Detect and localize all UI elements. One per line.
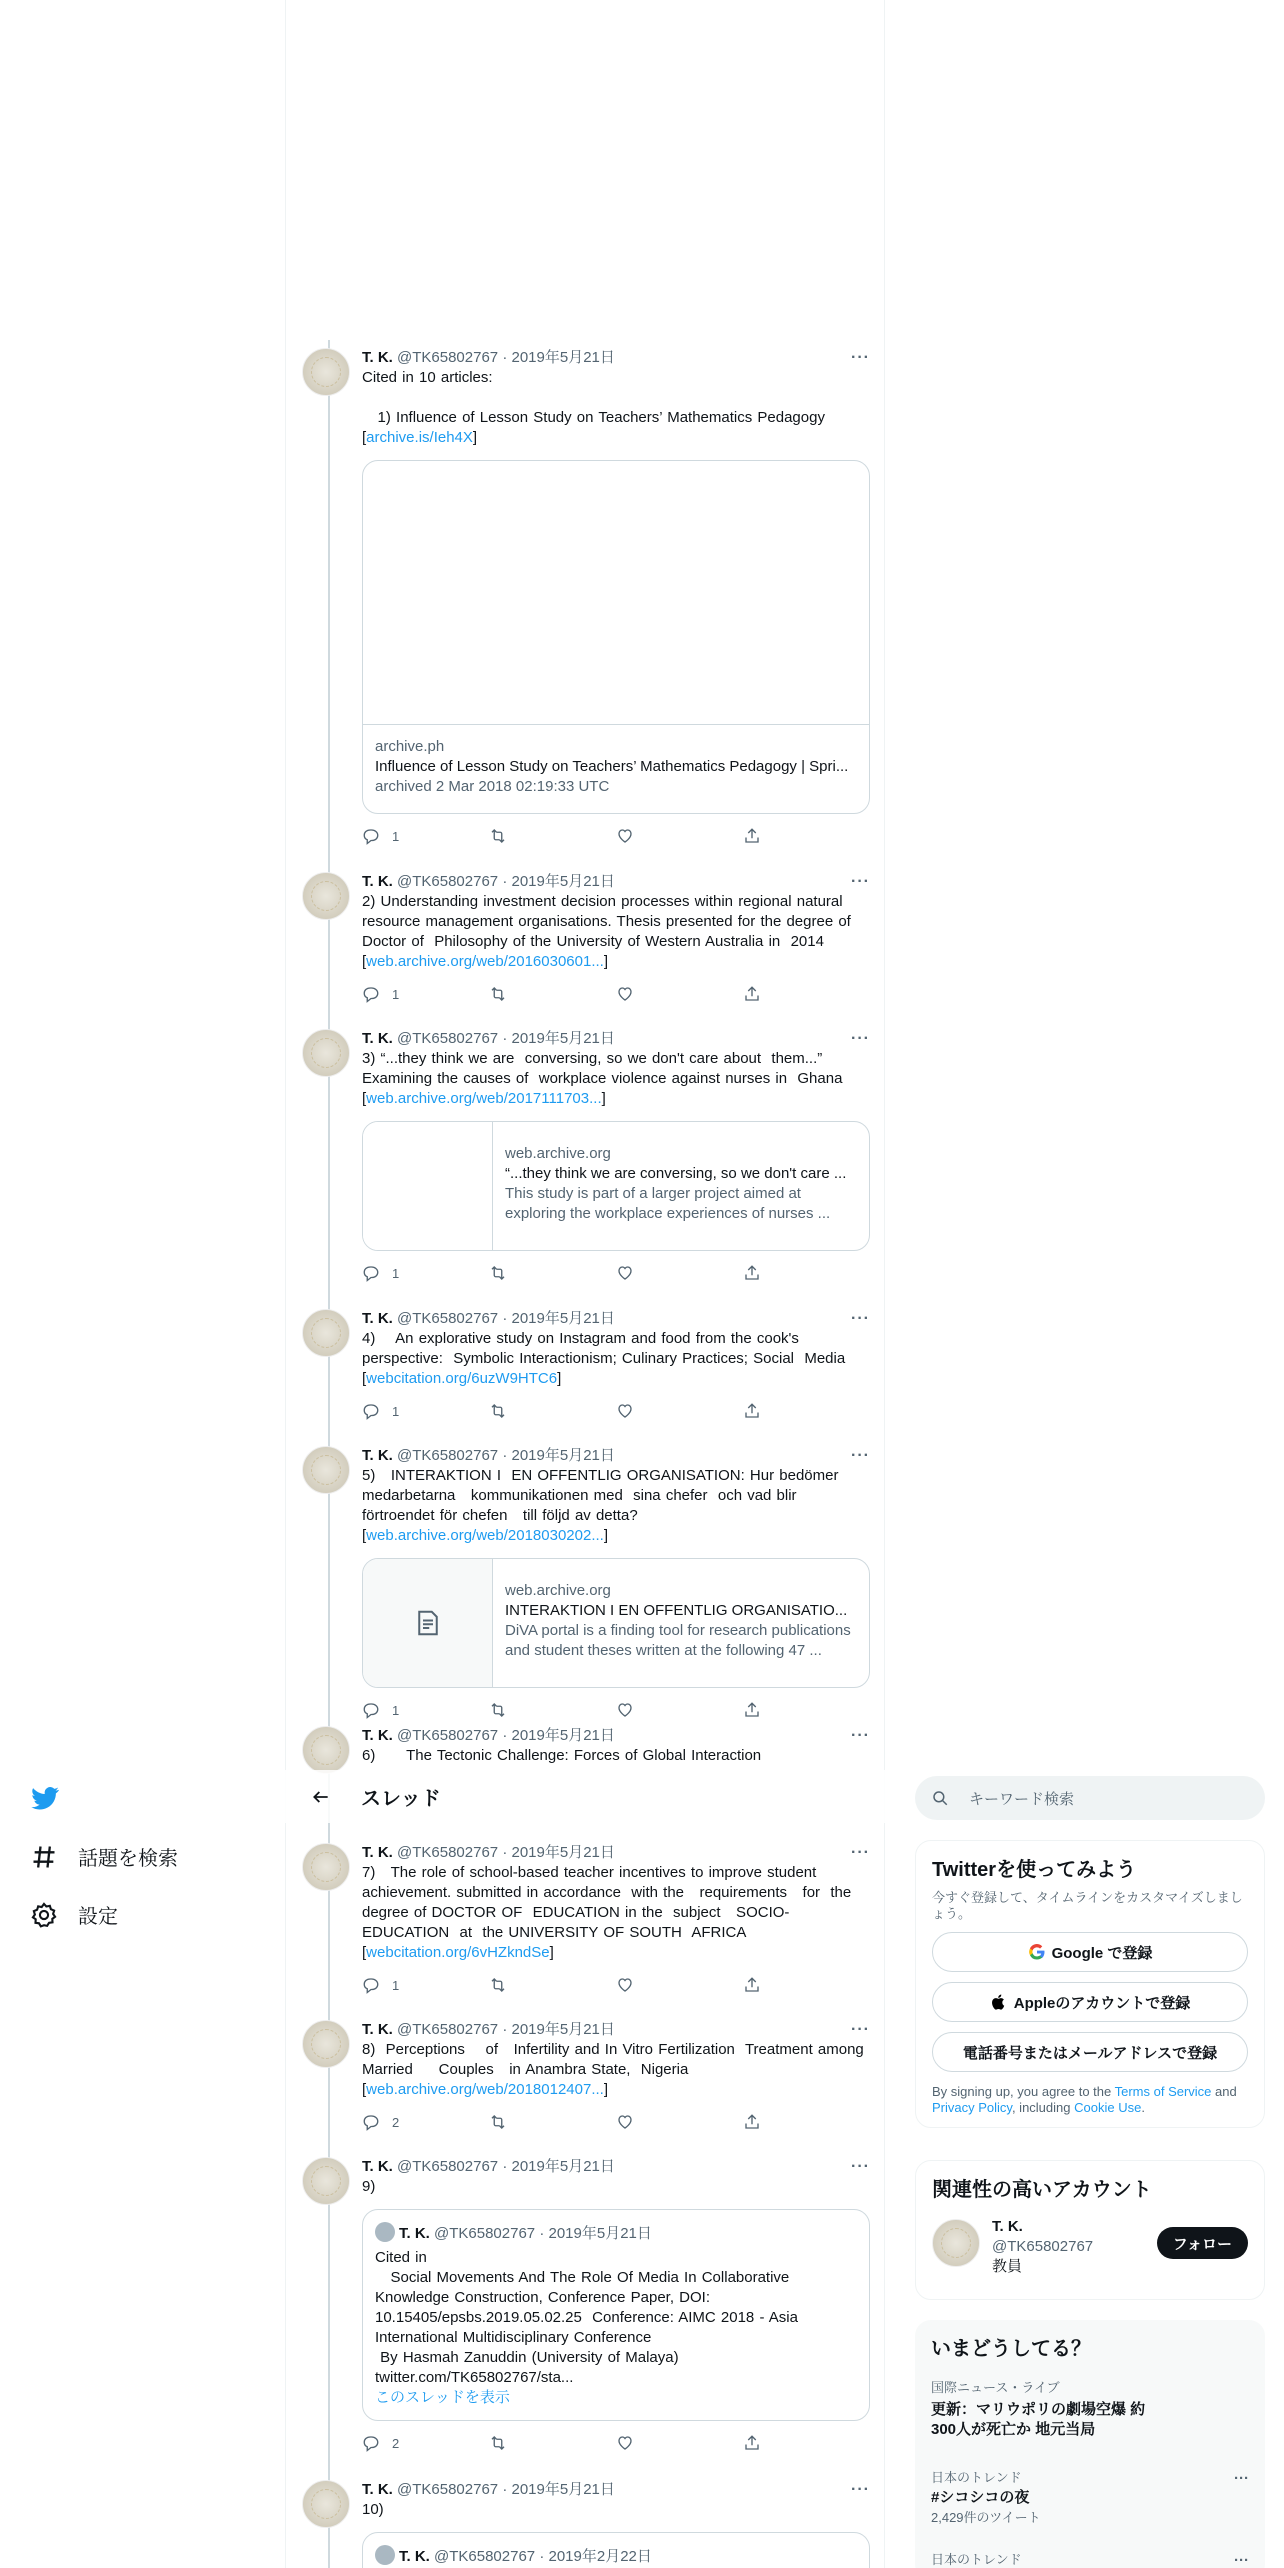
card-subtitle: This study is part of a larger project aimed at exploring the workplace experiences of nurses ... xyxy=(505,1185,831,1222)
separator: · xyxy=(502,1727,508,1744)
show-thread-link[interactable]: このスレッドを表示 xyxy=(375,2389,510,2406)
back-arrow-icon xyxy=(311,1787,331,1807)
tweet-date[interactable]: 2019年5月21日 xyxy=(511,1447,615,1464)
avatar[interactable] xyxy=(302,2020,350,2068)
related-bio: 教員 xyxy=(992,2258,1023,2275)
retweet-button[interactable] xyxy=(489,2434,616,2452)
separator: · xyxy=(502,349,508,366)
card-domain: web.archive.org xyxy=(505,1145,611,1162)
like-button[interactable] xyxy=(616,1976,743,1994)
like-button[interactable] xyxy=(616,1264,743,1282)
tweet-actions xyxy=(362,1700,870,1720)
retweet-icon xyxy=(489,1701,507,1719)
tweet-text-body: 2) Understanding investment decision processes within regional natural resource management organisations. Thesis presented for the degree of Doctor of Philosophy of the University of Western Australia in 2014 [ xyxy=(362,893,851,970)
reply-icon xyxy=(362,1264,380,1282)
related-title: 関連性の高いアカウント xyxy=(932,2179,1152,2201)
like-button[interactable] xyxy=(616,1701,743,1719)
heart-icon xyxy=(616,1264,634,1282)
tweet-text xyxy=(362,1863,870,1963)
tweet-header xyxy=(362,348,870,368)
card-thumbnail xyxy=(363,1122,493,1250)
legal-text: . xyxy=(1141,2100,1145,2115)
reply-button[interactable] xyxy=(362,985,489,1003)
tweet-link[interactable]: web.archive.org/web/2018012407... xyxy=(366,2081,604,2098)
reply-icon xyxy=(362,827,380,845)
tweet-header xyxy=(362,1843,870,1863)
tweet-actions xyxy=(362,1975,870,1995)
author-handle[interactable]: @TK65802767 xyxy=(397,1030,499,1047)
tweet-text-body: 4) An explorative study on Instagram and food from the cook's perspective: Symbolic Interactionism; Culinary Practices; Social Media [ xyxy=(362,1330,846,1387)
more-icon[interactable]: ··· xyxy=(851,2158,870,2175)
share-button[interactable] xyxy=(743,985,870,1003)
like-button[interactable] xyxy=(616,2434,743,2452)
trend-category: 国際ニュース・ライブ xyxy=(931,2380,1060,2395)
reply-icon xyxy=(362,1402,380,1420)
tweet-text-body: 3) “...they think we are conversing, so we don't care about them...” Examining the causes of workplace violence against nurses in Ghana [ xyxy=(362,1050,843,1107)
tweet-link[interactable]: webcitation.org/6vHZkndSe xyxy=(366,1944,550,1961)
tweet-actions xyxy=(362,2112,870,2132)
reply-button[interactable] xyxy=(362,1264,489,1282)
nav-explore[interactable] xyxy=(30,1842,178,1871)
trends-title: いまどうしてる？ xyxy=(931,2338,1091,2360)
separator: · xyxy=(502,1447,508,1464)
reply-icon xyxy=(362,2113,380,2131)
like-button[interactable] xyxy=(616,1402,743,1420)
tweet-link[interactable]: web.archive.org/web/2017111703... xyxy=(366,1090,602,1107)
avatar[interactable] xyxy=(302,1726,350,1774)
link-card[interactable] xyxy=(362,1121,870,1251)
tweet-text-tail: ] xyxy=(549,1944,554,1961)
author-handle[interactable]: @TK65802767 xyxy=(397,1310,499,1327)
tweet-actions xyxy=(362,984,870,1004)
tweet-header xyxy=(362,1029,870,1049)
author-name[interactable]: T. K. xyxy=(362,1727,393,1744)
share-button[interactable] xyxy=(743,2113,870,2131)
author-handle[interactable]: @TK65802767 xyxy=(397,1727,499,1744)
card-subtitle: archived 2 Mar 2018 02:19:33 UTC xyxy=(375,778,610,795)
tweet-header xyxy=(362,2020,870,2040)
reply-count: 1 xyxy=(392,986,400,1002)
tweet-date[interactable]: 2019年5月21日 xyxy=(511,1727,615,1744)
like-button[interactable] xyxy=(616,2113,743,2131)
retweet-icon xyxy=(489,827,507,845)
retweet-button[interactable] xyxy=(489,985,616,1003)
share-icon xyxy=(743,1701,761,1719)
author-handle[interactable]: @TK65802767 xyxy=(397,873,499,890)
more-icon[interactable]: ··· xyxy=(1234,2552,1249,2568)
reply-count: 1 xyxy=(392,1702,400,1718)
tweet-date[interactable]: 2019年5月21日 xyxy=(511,873,615,890)
quoted-tweet[interactable] xyxy=(362,2532,870,2568)
avatar[interactable] xyxy=(932,2219,980,2267)
share-icon xyxy=(743,2434,761,2452)
search-input[interactable]: キーワード検索 xyxy=(969,1790,1075,1808)
avatar[interactable] xyxy=(302,1843,350,1891)
reply-button[interactable] xyxy=(362,1701,489,1719)
more-icon[interactable]: ··· xyxy=(851,2481,870,2498)
tweet-date[interactable]: 2019年5月21日 xyxy=(511,2481,615,2498)
avatar[interactable] xyxy=(302,1029,350,1077)
link-card[interactable] xyxy=(362,1558,870,1688)
link-card[interactable] xyxy=(362,460,870,814)
apple-signup-button[interactable] xyxy=(932,1982,1248,2022)
card-thumbnail xyxy=(363,1559,493,1687)
tweet-text: 9) xyxy=(362,2178,376,2195)
reply-count: 1 xyxy=(392,1265,400,1281)
tweet-link[interactable]: web.archive.org/web/2018030202... xyxy=(366,1527,604,1544)
author-handle[interactable]: @TK65802767 xyxy=(397,2481,499,2498)
tweet-text-tail: ] xyxy=(601,1090,606,1107)
author-name[interactable]: T. K. xyxy=(362,1447,393,1464)
retweet-icon xyxy=(489,2113,507,2131)
separator: · xyxy=(502,2481,508,2498)
more-icon[interactable]: ··· xyxy=(851,873,870,890)
tweet-date[interactable]: 2019年5月21日 xyxy=(511,1310,615,1327)
share-icon xyxy=(743,985,761,1003)
follow-button[interactable]: フォロー xyxy=(1157,2227,1248,2259)
share-icon xyxy=(743,827,761,845)
share-button[interactable] xyxy=(743,827,870,845)
retweet-button[interactable] xyxy=(489,1264,616,1282)
card-image xyxy=(363,461,869,725)
like-button[interactable] xyxy=(616,827,743,845)
tweet-link[interactable]: webcitation.org/6uzW9HTC6 xyxy=(366,1370,558,1387)
author-handle: @TK65802767 xyxy=(434,2548,536,2565)
avatar xyxy=(375,2222,395,2242)
separator: · xyxy=(502,1030,508,1047)
tweet-text-tail: ] xyxy=(603,2081,609,2098)
author-handle[interactable]: @TK65802767 xyxy=(397,1844,499,1861)
reply-button[interactable] xyxy=(362,2113,489,2131)
card-subtitle: DiVA portal is a finding tool for research publications and student theses written at the following 47 ... xyxy=(505,1622,851,1659)
retweet-button[interactable] xyxy=(489,827,616,845)
tweet-header xyxy=(362,1309,870,1329)
legal-text: , including xyxy=(1011,2100,1075,2115)
search-icon xyxy=(931,1789,949,1807)
heart-icon xyxy=(616,1701,634,1719)
search-box[interactable] xyxy=(915,1776,1265,1820)
card-domain: archive.ph xyxy=(375,738,445,755)
trend-item[interactable] xyxy=(931,2552,1249,2568)
legal-text: and xyxy=(1211,2084,1237,2099)
author-name[interactable]: T. K. xyxy=(362,1030,393,1047)
retweet-icon xyxy=(489,985,507,1003)
more-icon[interactable]: ··· xyxy=(851,1030,870,1047)
related-accounts-panel xyxy=(915,2160,1265,2300)
tweet-header xyxy=(362,1726,870,1746)
timeline-column xyxy=(285,0,885,2568)
reply-icon xyxy=(362,1701,380,1719)
signup-legal-text xyxy=(916,2072,1264,2116)
reply-icon xyxy=(362,985,380,1003)
author-name[interactable]: T. K. xyxy=(362,2481,393,2498)
back-button[interactable] xyxy=(293,1777,349,1817)
apple-icon xyxy=(990,1993,1008,2011)
tweet-date[interactable]: 2019年5月21日 xyxy=(511,1030,615,1047)
tweet-actions xyxy=(362,826,870,846)
nav-settings-label: 設定 xyxy=(78,1906,118,1928)
twitter-logo[interactable] xyxy=(30,1784,80,1814)
related-account[interactable] xyxy=(992,2217,1093,2277)
separator: · xyxy=(502,873,508,890)
share-icon xyxy=(743,1264,761,1282)
separator: · xyxy=(502,2021,508,2038)
more-icon[interactable]: ··· xyxy=(851,2021,870,2038)
tweet-date[interactable]: 2019年5月21日 xyxy=(511,1844,615,1861)
heart-icon xyxy=(616,1976,634,1994)
more-icon[interactable]: ··· xyxy=(851,349,870,366)
cookie-link[interactable]: Cookie Use xyxy=(1074,2100,1142,2115)
tweet-text-tail: ] xyxy=(603,1527,609,1544)
heart-icon xyxy=(616,1402,634,1420)
share-icon xyxy=(743,2113,761,2131)
author-name: T. K. xyxy=(399,2225,430,2242)
signup-lead: 今すぐ登録して、タイムラインをカスタマイズしましょう。 xyxy=(932,1890,1243,1921)
separator: · xyxy=(539,2225,545,2242)
share-button[interactable] xyxy=(743,1701,870,1719)
retweet-button[interactable] xyxy=(489,2113,616,2131)
tweet-text xyxy=(362,1049,870,1109)
hashtag-icon xyxy=(30,1843,58,1871)
avatar[interactable] xyxy=(302,1309,350,1357)
retweet-icon xyxy=(489,1976,507,1994)
avatar[interactable] xyxy=(302,348,350,396)
share-button[interactable] xyxy=(743,2434,870,2452)
tweet-text xyxy=(362,1329,870,1389)
tweet-header xyxy=(362,1446,870,1466)
retweet-icon xyxy=(489,1264,507,1282)
phone-email-signup-label: 電話番号またはメールアドレスで登録 xyxy=(962,2044,1218,2062)
twitter-bird-icon xyxy=(30,1784,60,1814)
terms-link[interactable]: Terms of Service xyxy=(1114,2084,1212,2099)
separator: · xyxy=(539,2548,545,2565)
trend-title: 更新：マリウポリの劇場空爆 約300人が死亡か 地元当局 xyxy=(931,2401,1146,2438)
tweet-text: 6) The Tectonic Challenge: Forces of Global Interaction xyxy=(362,1747,762,1764)
legal-text: By signing up, you agree to the xyxy=(932,2084,1115,2099)
reply-count: 1 xyxy=(392,828,400,844)
quoted-tweet-date: 2019年5月21日 xyxy=(548,2225,652,2242)
author-name[interactable]: T. K. xyxy=(362,2158,393,2175)
avatar[interactable] xyxy=(302,1446,350,1494)
google-signup-button[interactable] xyxy=(932,1932,1248,1972)
reply-icon xyxy=(362,1976,380,1994)
tweet-text-body: Cited in 10 articles: 1) Influence of Lesson Study on Teachers’ Mathematics Pedagogy [ xyxy=(362,369,825,446)
card-title: INTERAKTION I EN OFFENTLIG ORGANISATIO... xyxy=(505,1602,848,1619)
tweet-text: 10) xyxy=(362,2501,384,2518)
retweet-icon xyxy=(489,1402,507,1420)
author-handle: @TK65802767 xyxy=(434,2225,536,2242)
tweet-link[interactable]: archive.is/Ieh4X xyxy=(366,429,473,446)
quoted-tweet[interactable] xyxy=(362,2209,870,2421)
author-name[interactable]: T. K. xyxy=(362,1844,393,1861)
author-name[interactable]: T. K. xyxy=(362,349,393,366)
avatar[interactable] xyxy=(302,2157,350,2205)
tweet-header xyxy=(362,2157,870,2177)
like-button[interactable] xyxy=(616,985,743,1003)
tweet-text xyxy=(362,2040,870,2100)
separator: · xyxy=(502,2158,508,2175)
avatar[interactable] xyxy=(302,2480,350,2528)
thread-header xyxy=(285,1770,885,1823)
separator: · xyxy=(502,1844,508,1861)
author-handle[interactable]: @TK65802767 xyxy=(397,2021,499,2038)
author-handle[interactable]: @TK65802767 xyxy=(397,2158,499,2175)
tweet-header xyxy=(362,872,870,892)
heart-icon xyxy=(616,2113,634,2131)
avatar xyxy=(375,2545,395,2565)
document-icon xyxy=(413,1608,443,1638)
reply-button[interactable] xyxy=(362,1402,489,1420)
tweet-actions xyxy=(362,1401,870,1421)
reply-count: 2 xyxy=(392,2114,400,2130)
card-title: “...they think we are conversing, so we don't care ... xyxy=(505,1165,847,1182)
trend-category: 日本のトレンド xyxy=(931,2470,1022,2485)
reply-count: 1 xyxy=(392,1977,400,1993)
nav-explore-label: 話題を検索 xyxy=(78,1848,178,1870)
share-icon xyxy=(743,1976,761,1994)
retweet-button[interactable] xyxy=(489,1976,616,1994)
share-icon xyxy=(743,1402,761,1420)
more-icon[interactable]: ··· xyxy=(851,1447,870,1464)
more-icon[interactable]: ··· xyxy=(1234,2470,1249,2487)
heart-icon xyxy=(616,2434,634,2452)
more-icon[interactable]: ··· xyxy=(851,1844,870,1861)
reply-count: 1 xyxy=(392,1403,400,1419)
gear-icon xyxy=(30,1901,58,1929)
quoted-tweet-header xyxy=(375,2545,857,2567)
tweet-text-tail: ] xyxy=(603,953,609,970)
signup-title: Twitterを使ってみよう xyxy=(932,1859,1137,1881)
phone-email-signup-button[interactable] xyxy=(932,2032,1248,2072)
author-handle[interactable]: @TK65802767 xyxy=(397,349,499,366)
trends-panel xyxy=(915,2320,1265,2568)
tweet-actions xyxy=(362,2433,870,2453)
tweet-text-body: 5) INTERAKTION I EN OFFENTLIG ORGANISATION: Hur bedömer medarbetarna kommunikationen med sina chefer och vad blir förtroendet för chefen till följd av detta? [ xyxy=(362,1467,844,1544)
author-name[interactable]: T. K. xyxy=(362,873,393,890)
tweet-date[interactable]: 2019年5月21日 xyxy=(511,349,615,366)
author-name: T. K. xyxy=(399,2548,430,2565)
author-name[interactable]: T. K. xyxy=(362,1310,393,1327)
share-button[interactable] xyxy=(743,1264,870,1282)
tweet-text xyxy=(362,1466,870,1546)
related-name: T. K. xyxy=(992,2218,1023,2235)
author-handle[interactable]: @TK65802767 xyxy=(397,1447,499,1464)
card-domain: web.archive.org xyxy=(505,1582,611,1599)
tweet-text-body: 8) Perceptions of Infertility and In Vitro Fertilization Treatment among Married Couples in Anambra State, Nigeria [ xyxy=(362,2041,864,2098)
avatar[interactable] xyxy=(302,872,350,920)
reply-icon xyxy=(362,2434,380,2452)
retweet-button[interactable] xyxy=(489,1701,616,1719)
more-icon[interactable]: ··· xyxy=(851,1310,870,1327)
trend-item[interactable] xyxy=(931,2380,1249,2440)
tweet-text xyxy=(362,892,870,972)
signup-panel xyxy=(915,1840,1265,2128)
google-icon xyxy=(1028,1943,1046,1961)
tweet-text-tail: ] xyxy=(472,429,478,446)
tweet-text-body: 7) The role of school-based teacher incentives to improve student achievement. submitted in accordance with the requirements for the degree of DOCTOR OF EDUCATION in the subject SOCIO-EDUCATION at the UNIVERSITY OF SOUTH AFRICA [ xyxy=(362,1864,852,1961)
tweet-text-tail: ] xyxy=(557,1370,562,1387)
reply-count: 2 xyxy=(392,2435,400,2451)
heart-icon xyxy=(616,827,634,845)
tweet-date[interactable]: 2019年5月21日 xyxy=(511,2021,615,2038)
share-button[interactable] xyxy=(743,1402,870,1420)
related-handle: @TK65802767 xyxy=(992,2238,1094,2255)
author-name[interactable]: T. K. xyxy=(362,2021,393,2038)
trend-count: 2,429件のツイート xyxy=(931,2510,1041,2525)
share-button[interactable] xyxy=(743,1976,870,1994)
trend-item[interactable] xyxy=(931,2470,1249,2526)
reply-button[interactable] xyxy=(362,1976,489,1994)
quoted-tweet-header xyxy=(375,2222,857,2244)
privacy-link[interactable]: Privacy Policy xyxy=(932,2100,1012,2115)
tweet-text xyxy=(362,368,870,448)
quoted-tweet-date: 2019年2月22日 xyxy=(548,2548,652,2565)
tweet-actions xyxy=(362,1263,870,1283)
retweet-icon xyxy=(489,2434,507,2452)
reply-button[interactable] xyxy=(362,827,489,845)
more-icon[interactable]: ··· xyxy=(851,1727,870,1744)
card-title: Influence of Lesson Study on Teachers’ Mathematics Pedagogy | Spri... xyxy=(375,758,849,775)
heart-icon xyxy=(616,985,634,1003)
trend-title: #シコシコの夜 xyxy=(931,2489,1030,2506)
nav-settings[interactable] xyxy=(30,1900,118,1929)
apple-signup-label: Appleのアカウントで登録 xyxy=(1013,1994,1191,2012)
tweet-header xyxy=(362,2480,870,2500)
tweet-link[interactable]: web.archive.org/web/2016030601... xyxy=(366,953,604,970)
trend-category: 日本のトレンド xyxy=(931,2552,1022,2567)
retweet-button[interactable] xyxy=(489,1402,616,1420)
tweet-date[interactable]: 2019年5月21日 xyxy=(511,2158,615,2175)
google-signup-label: Google で登録 xyxy=(1051,1944,1153,1962)
reply-button[interactable] xyxy=(362,2434,489,2452)
separator: · xyxy=(502,1310,508,1327)
page-title: スレッド xyxy=(361,1788,441,1810)
quoted-tweet-text: Cited in Social Movements And The Role Of Media In Collaborative Knowledge Construction, Conference Paper, DOI: 10.15405/epsbs.2019.05.02.25 Conference: AIMC 2018 - Asia International Multidisciplinary Conference By Hasmah Zanuddin (University of Malaya) twitter.com/TK65802767/sta... xyxy=(375,2249,798,2386)
